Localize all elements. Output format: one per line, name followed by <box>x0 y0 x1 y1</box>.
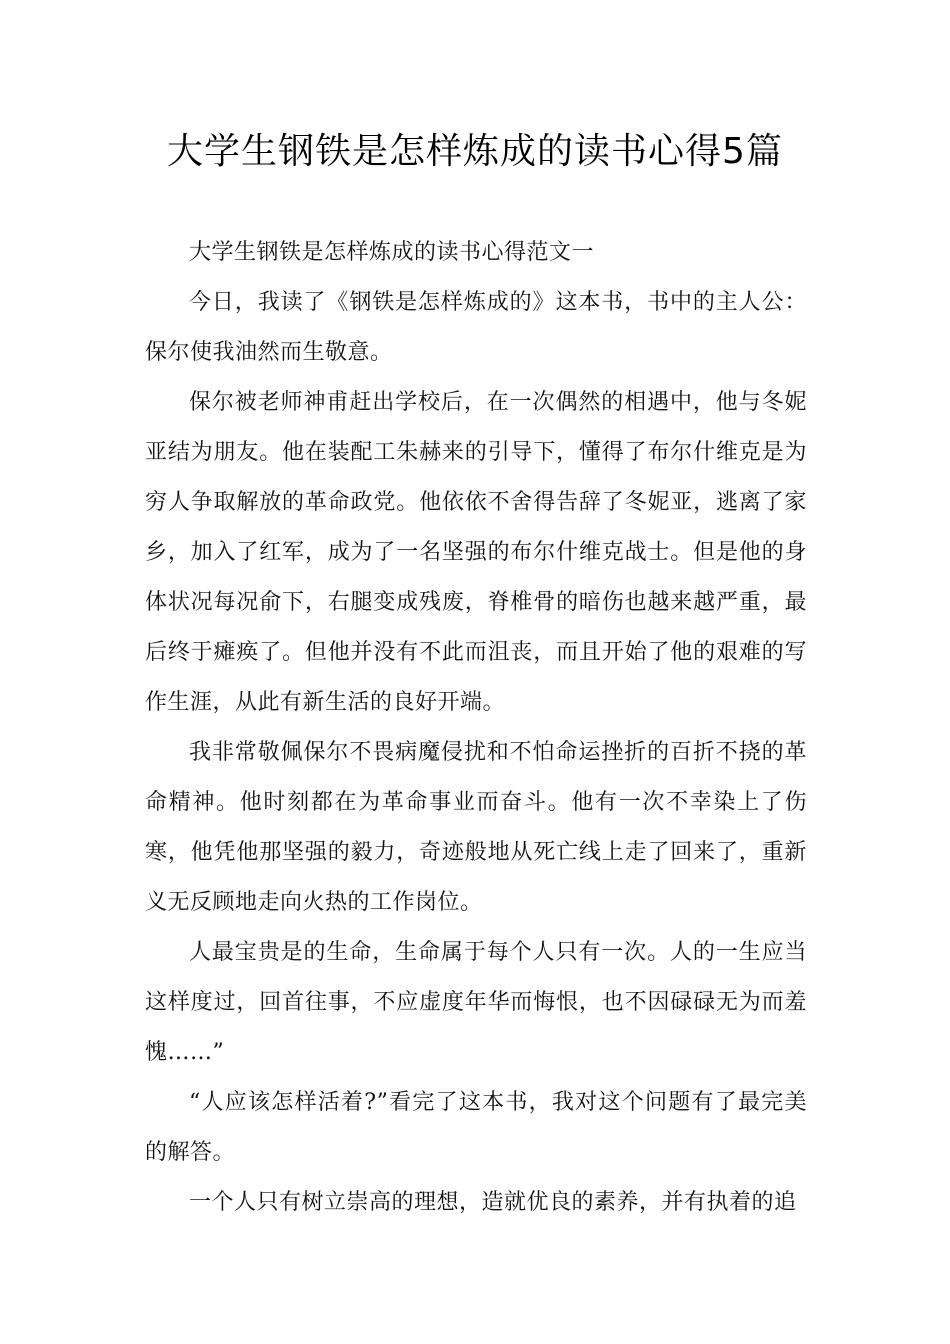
paragraph: 今日，我读了《钢铁是怎样炼成的》这本书，书中的主人公：保尔使我油然而生敬意。 <box>145 290 807 365</box>
section-heading: 大学生钢铁是怎样炼成的读书心得范文一 <box>189 240 595 265</box>
paragraph: 我非常敬佩保尔不畏病魔侵扰和不怕命运挫折的百折不挠的革命精神。他时刻都在为革命事业而奋斗。他有一次不幸染上了伤寒，他凭他那坚强的毅力，奇迹般地从死亡线上走了回来了，重新义无反顾地走向火热的工作岗位。 <box>145 740 807 915</box>
paragraph: 保尔被老师神甫赶出学校后，在一次偶然的相遇中，他与冬妮亚结为朋友。他在装配工朱赫来的引导下，懂得了布尔什维克是为穷人争取解放的革命政党。他依依不舍得告辞了冬妮亚，逃离了家乡，加入了红军，成为了一名坚强的布尔什维克战士。但是他的身体状况每况俞下，右腿变成残废，脊椎骨的暗伤也越来越严重，最后终于瘫痪了。但他并没有不此而沮丧，而且开始了他的艰难的写作生涯，从此有新生活的良好开端。 <box>145 390 807 715</box>
document-title: 大学生钢铁是怎样炼成的读书心得5篇 <box>167 131 783 172</box>
paragraph: 人最宝贵是的生命，生命属于每个人只有一次。人的一生应当这样度过，回首往事，不应虚度年华而悔恨，也不因碌碌无为而羞愧……” <box>145 940 807 1065</box>
document-body <box>145 228 807 1228</box>
paragraph: “人应该怎样活着?”看完了这本书，我对这个问题有了最完美的解答。 <box>145 1090 807 1165</box>
paragraph: 一个人只有树立崇高的理想，造就优良的素养，并有执着的追 <box>189 1190 797 1215</box>
